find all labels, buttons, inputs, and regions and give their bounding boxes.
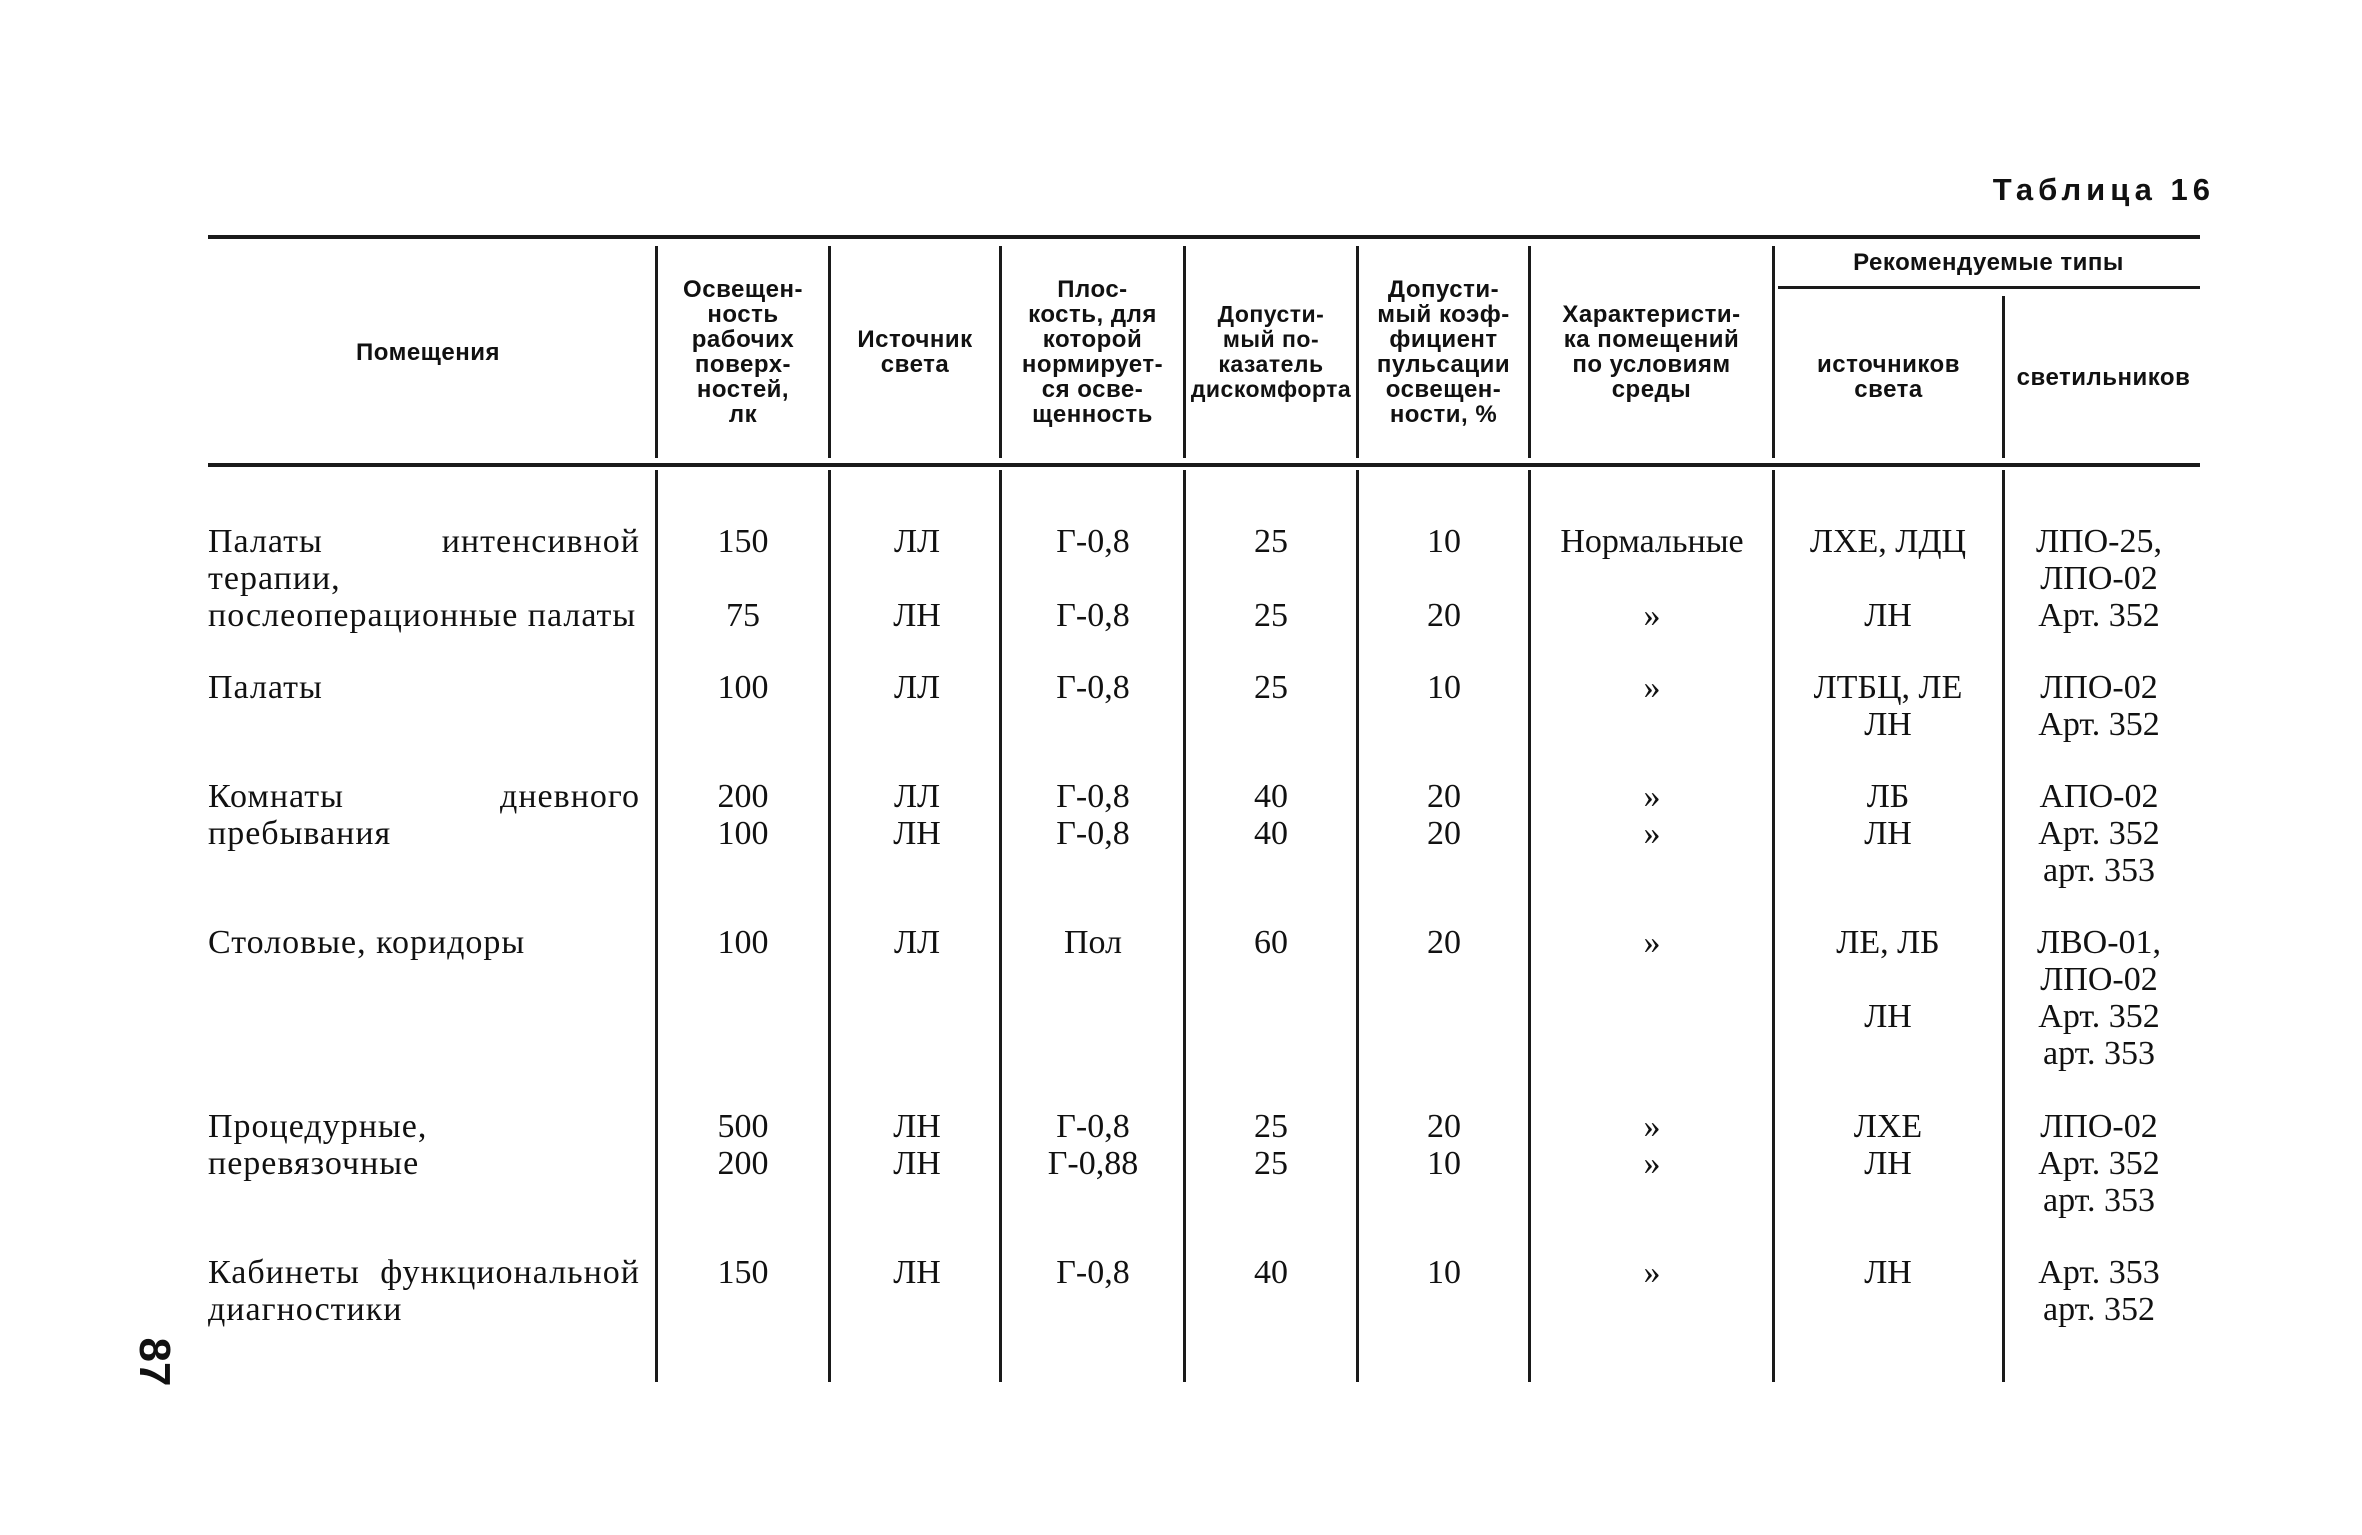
header-bottom-rule [208,463,2200,467]
row-discomfort: 40 [1254,1254,1288,1291]
row-sources: ЛН [1864,1254,1912,1291]
header-divider [1772,246,1775,458]
column-divider [828,470,831,1382]
header-divider [1356,246,1359,458]
row-room: Комнаты дневного пребывания [208,778,640,852]
header-luminaires-sub: светильников [2016,363,2191,391]
column-divider [1528,470,1531,1382]
row-environment: » [1643,924,1661,961]
row-illuminance: 500 200 [717,1108,769,1182]
header-divider [828,246,831,458]
row-luminaires: ЛПО-02 Арт. 352 [2038,669,2160,743]
row-sources: ЛЕ, ЛБ ЛН [1836,924,1940,1035]
header-divider [2002,296,2005,458]
row-illuminance: 200 100 [717,778,769,852]
row-plane: Г-0,8 Г-0,8 [1056,523,1130,634]
row-pulsation: 10 [1427,669,1461,706]
row-environment: Нормальные » [1560,523,1744,634]
row-room: Кабинеты функциональной диагностики [208,1254,640,1328]
header-illuminance: Освещен- ность рабочих поверх- ностей, лк [683,276,803,428]
header-environment: Характеристи- ка помещений по условиям среды [1562,301,1741,403]
row-plane: Г-0,8 Г-0,88 [1047,1108,1139,1182]
header-divider [1183,246,1186,458]
row-sources: ЛБ ЛН [1864,778,1912,852]
row-sources: ЛХЕ ЛН [1853,1108,1923,1182]
column-divider [1772,470,1775,1382]
row-pulsation: 20 10 [1427,1108,1461,1182]
row-luminaires: АПО-02 Арт. 352 арт. 353 [2038,778,2160,889]
page-number: 87 [130,1337,179,1387]
row-illuminance: 100 [717,669,769,706]
row-source: ЛЛ ЛН [893,778,941,852]
header-divider [999,246,1002,458]
row-source: ЛЛ [893,924,941,961]
row-discomfort: 25 25 [1254,1108,1288,1182]
row-source: ЛН ЛН [893,1108,941,1182]
row-luminaires: Арт. 353 арт. 352 [2038,1254,2160,1328]
row-room: Палаты интенсивной терапии, послеоперационные палаты [208,523,640,634]
header-recommended: Рекомендуемые типы [1853,248,2124,276]
row-plane: Г-0,8 [1056,1254,1130,1291]
row-source: ЛН [893,1254,941,1291]
row-plane: Пол [1063,924,1123,961]
row-pulsation: 20 [1427,924,1461,961]
header-rooms: Помещения [355,338,501,366]
header-discomfort: Допусти- мый по- казатель дискомфорта [1190,301,1352,402]
row-sources: ЛХЕ, ЛДЦ ЛН [1809,523,1967,634]
column-divider [1356,470,1359,1382]
header-pulsation: Допусти- мый коэф- фициент пульсации освещен- ности, % [1376,276,1511,428]
row-discomfort: 25 25 [1254,523,1288,634]
row-luminaires: ЛВО-01, ЛПО-02 Арт. 352 арт. 353 [2036,924,2162,1072]
row-sources: ЛТБЦ, ЛЕ ЛН [1813,669,1963,743]
table-top-rule [208,235,2200,239]
row-luminaires: ЛПО-02 Арт. 352 арт. 353 [2038,1108,2160,1219]
header-divider [1528,246,1531,458]
row-source: ЛЛ [893,669,941,706]
header-sources-sub: источников света [1817,351,1960,403]
table-caption: Таблица 16 [1992,172,2215,207]
header-source: Источник света [857,326,973,378]
row-environment: » » [1643,778,1661,852]
row-environment: » [1643,1254,1661,1291]
row-pulsation: 10 [1427,1254,1461,1291]
row-illuminance: 100 [717,924,769,961]
row-room: Процедурные, перевязочные [208,1108,428,1182]
row-discomfort: 40 40 [1254,778,1288,852]
row-plane: Г-0,8 Г-0,8 [1056,778,1130,852]
row-room: Палаты [208,669,323,706]
row-illuminance: 150 75 [717,523,769,634]
row-pulsation: 10 20 [1427,523,1461,634]
row-environment: » [1643,669,1661,706]
row-plane: Г-0,8 [1056,669,1130,706]
row-source: ЛЛ ЛН [893,523,941,634]
column-divider [1183,470,1186,1382]
row-illuminance: 150 [717,1254,769,1291]
row-discomfort: 60 [1254,924,1288,961]
column-divider [2002,470,2005,1382]
header-divider [655,246,658,458]
recommended-sub-rule [1778,286,2200,289]
row-discomfort: 25 [1254,669,1288,706]
row-environment: » » [1643,1108,1661,1182]
row-pulsation: 20 20 [1427,778,1461,852]
header-plane: Плос- кость, для которой нормирует- ся осве- щенность [1021,276,1164,428]
row-room: Столовые, коридоры [208,924,526,961]
row-luminaires: ЛПО-25, ЛПО-02 Арт. 352 [2036,523,2162,634]
